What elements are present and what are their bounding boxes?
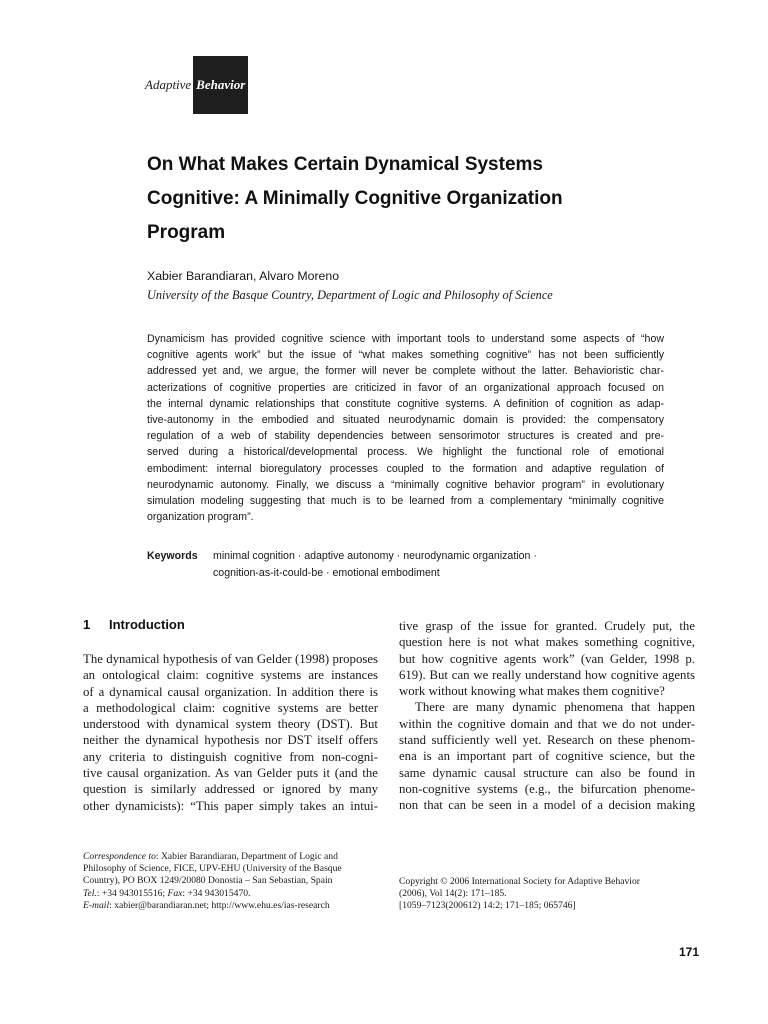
section-number: 1 xyxy=(83,617,91,632)
keywords-line: cognition-as-it-could-be · emotional embodiment xyxy=(213,567,440,579)
title-line: Cognitive: A Minimally Cognitive Organization xyxy=(147,188,563,209)
journal-name-left: Adaptive xyxy=(145,77,192,92)
affiliation: University of the Basque Country, Department of Logic and Philosophy of Science xyxy=(147,288,553,302)
abstract-line: embodiment: internal bioregulatory processes coupled to the formation and adaptive regulation of xyxy=(147,462,664,475)
body-line: work without knowing what makes them cognitive? xyxy=(399,684,665,699)
title-line: Program xyxy=(147,222,226,243)
journal-name-right: Behavior xyxy=(193,56,248,114)
abstract-line: the internal dynamic relationships that constitute cognitive systems. A definition of cognition as adap- xyxy=(147,397,664,410)
body-line: of a dynamical causal organization. In addition there is xyxy=(83,684,378,699)
abstract-line: cognitive agents work” but the issue of “what makes something cognitive” has not been sufficiently xyxy=(147,349,664,362)
identifier-line: [1059–7123(200612) 14:2; 171–185; 065746] xyxy=(399,900,576,912)
page-number: 171 xyxy=(679,945,700,959)
abstract-line: served during a historical/developmental process. We highlight the functional role of emotional xyxy=(147,446,664,459)
body-line: non that can be seen in a model of a decision making xyxy=(399,798,695,813)
footnote-line: Country), PO BOX 1249/20080 Donostia – San Sebastian, Spain xyxy=(83,875,333,887)
body-line: There are many dynamic phenomena that happen xyxy=(415,700,695,715)
email-label: E-mail xyxy=(83,899,110,911)
keywords-label: Keywords xyxy=(147,550,198,562)
keywords-line: minimal cognition · adaptive autonomy · neurodynamic organization · xyxy=(213,550,537,562)
title-line: On What Makes Certain Dynamical Systems xyxy=(147,154,543,175)
correspondence-text: : Xabier Barandiaran, Department of Logic and xyxy=(155,851,338,862)
section-title: Introduction xyxy=(109,617,185,632)
tel-label: Tel. xyxy=(83,887,97,899)
email-value: : xabier@barandiaran.net; http://www.ehu.es/ias-research xyxy=(109,899,330,911)
body-line: an ontological claim: cognitive systems are instances xyxy=(83,668,378,683)
section-heading xyxy=(83,617,185,632)
body-line: ena is an important part of cognitive science, but the xyxy=(399,749,695,764)
body-line: within the cognitive domain and that we do not under- xyxy=(399,716,695,731)
body-line: a methodological claim: cognitive systems are better xyxy=(83,700,378,715)
abstract-line: neurodynamic autonomy. Finally, we discuss a “minimally cognitive behavior program” in evolutionary xyxy=(147,478,664,491)
correspondence-footnote xyxy=(83,851,342,912)
body-line: understood with dynamical system theory (DST). But xyxy=(83,717,378,732)
abstract-line: tive-autonomy in the embodied and situated neurodynamic domain is provided: the compensatory xyxy=(147,413,664,426)
abstract-line: Dynamicism has provided cognitive science with important tools to understand some aspects of “how xyxy=(147,333,664,345)
citation-line: (2006), Vol 14(2): 171–185. xyxy=(399,888,507,900)
paper-title xyxy=(147,148,687,250)
copyright-line: Copyright © 2006 International Society for Adaptive Behavior xyxy=(399,876,640,887)
abstract-line: acterizations of cognitive properties are criticized in favor of an organizational approach focused on xyxy=(147,381,664,394)
correspondence-label: Correspondence to xyxy=(83,851,156,862)
copyright-footnote xyxy=(399,876,640,913)
body-line: neither the dynamical hypothesis nor DST itself offers xyxy=(83,733,378,748)
body-column-right xyxy=(399,618,695,814)
body-line: stand sufficiently well yet. Research on these phenom- xyxy=(399,733,695,748)
fax-label: Fax xyxy=(167,887,183,899)
tel-value: : +34 943015516; xyxy=(96,887,168,899)
body-line: but how cognitive agents work” (van Gelder, 1998 p. xyxy=(399,651,695,666)
fax-value: : +34 943015470. xyxy=(182,887,251,899)
abstract-line: regulation of a web of stability dependencies between sensorimotor structures is created and pre- xyxy=(147,430,664,443)
body-line: question here is not what makes something cognitive, xyxy=(399,635,695,650)
body-line: question is similarly addressed or ignored by many xyxy=(83,782,378,797)
body-line: 619). But can we really understand how cognitive agents xyxy=(399,667,695,682)
body-line: non-cognitive systems (e.g., the bifurcation phenome- xyxy=(399,781,695,796)
body-line: tive grasp of the issue for granted. Crudely put, the xyxy=(399,619,695,633)
body-line: same dynamic causal structure can also be found in xyxy=(399,765,695,780)
body-line: other dynamicists): “This paper simply takes an intui- xyxy=(83,798,378,813)
abstract-line: addressed yet and, we argue, the former will never be complete without the latter. Behavioristic char- xyxy=(147,365,664,378)
body-line: tive causal organization. As van Gelder puts it (and the xyxy=(83,766,378,781)
body-column-left xyxy=(83,651,378,814)
authors: Xabier Barandiaran, Alvaro Moreno xyxy=(147,269,340,283)
abstract-line: organization program”. xyxy=(147,511,254,524)
abstract-line: simulation modeling suggesting that much is to be learned from a complementary “minimally cognitive xyxy=(147,494,664,507)
footnote-line: Philosophy of Science, FICE, UPV-EHU (University of the Basque xyxy=(83,863,342,875)
abstract xyxy=(147,331,664,525)
body-line: The dynamical hypothesis of van Gelder (1998) proposes xyxy=(83,652,378,666)
journal-logo xyxy=(145,56,248,114)
body-line: any criteria to distinguish cognitive from non-cogni- xyxy=(83,749,378,764)
